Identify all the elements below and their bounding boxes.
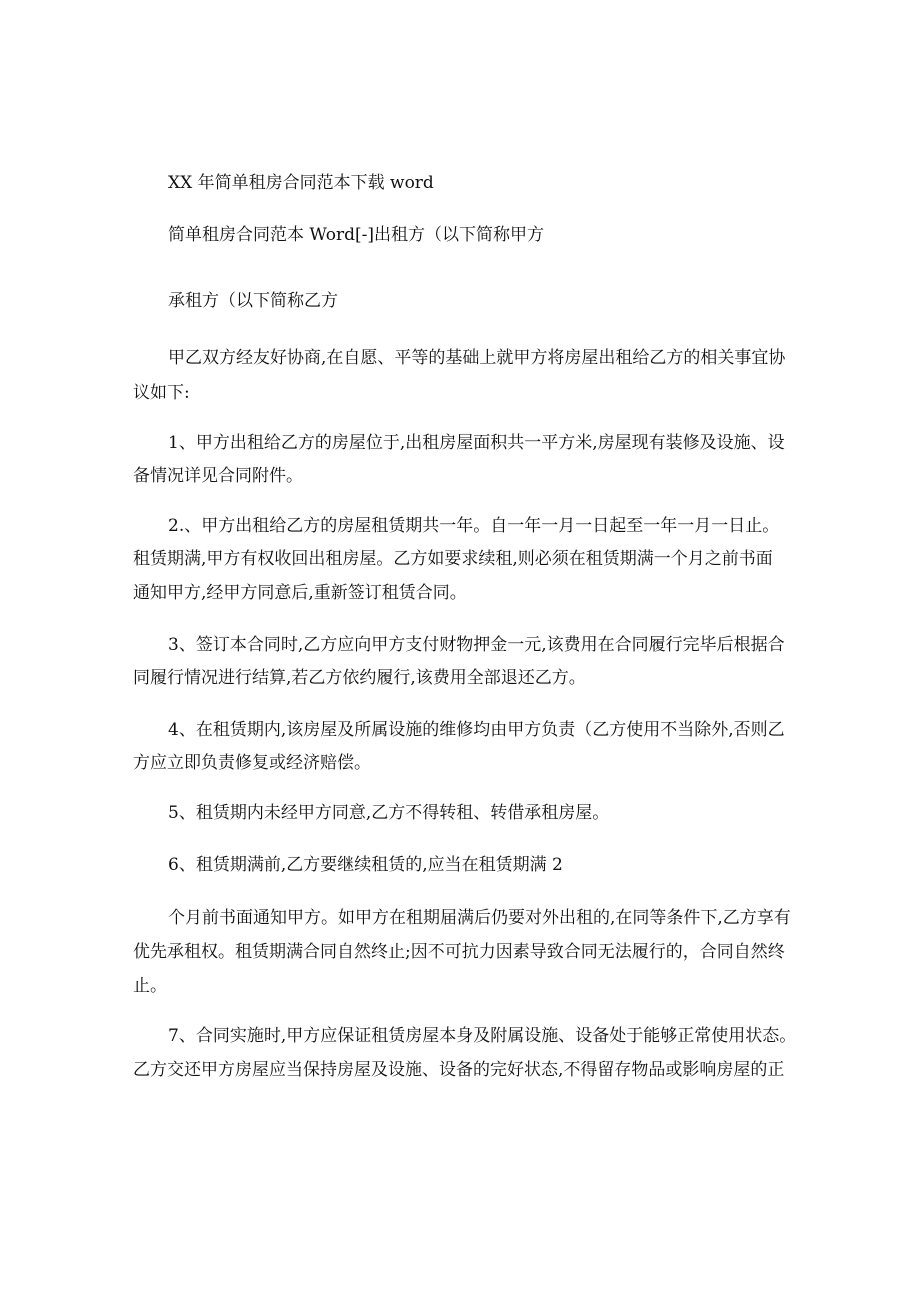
- clause-3-line: 同履行情况进行结算,若乙方依约履行,该费用全部退还乙方。: [133, 668, 586, 688]
- clause-6-cont-line: 个月前书面通知甲方。如甲方在租期届满后仍要对外出租的,在同等条件下,乙方享有: [168, 908, 791, 928]
- clause-7-line: 7、合同实施时,甲方应保证租赁房屋本身及附属设施、设备处于能够正常使用状态。: [168, 1026, 797, 1046]
- clause-6-cont-line: 优先承租权。租赁期满合同自然终止;因不可抗力因素导致合同无法履行的，合同自然终: [133, 942, 785, 962]
- document-subtitle: 简单租房合同范本 Word[-]出租方（以下简称甲方: [168, 225, 544, 245]
- clause-7-line: 乙方交还甲方房屋应当保持房屋及设施、设备的完好状态,不得留存物品或影响房屋的正: [133, 1060, 785, 1080]
- clause-2-line: 通知甲方,经甲方同意后,重新签订租赁合同。: [133, 583, 467, 603]
- intro-line: 甲乙双方经友好协商,在自愿、平等的基础上就甲方将房屋出租给乙方的相关事宜协: [168, 348, 786, 368]
- clause-5-line: 5、租赁期内未经甲方同意,乙方不得转租、转借承租房屋。: [168, 803, 610, 823]
- clause-1-line: 备情况详见合同附件。: [133, 466, 303, 486]
- clause-2-line: 租赁期满,甲方有权收回出租房屋。乙方如要求续租,则必须在租赁期满一个月之前书面: [133, 549, 773, 569]
- clause-4-line: 方应立即负责修复或经济赔偿。: [133, 753, 371, 773]
- clause-3-line: 3、签订本合同时,乙方应向甲方支付财物押金一元,该费用在合同履行完毕后根据合: [168, 635, 785, 655]
- clause-4-line: 4、在租赁期内,该房屋及所属设施的维修均由甲方负责（乙方使用不当除外,否则乙: [168, 720, 785, 740]
- clause-6-cont-line: 止。: [133, 976, 167, 996]
- clause-2-line: 2.、甲方出租给乙方的房屋租赁期共一年。自一年一月一日起至一年一月一日止。: [168, 516, 780, 536]
- intro-line: 议如下:: [133, 383, 190, 403]
- clause-1-line: 1、甲方出租给乙方的房屋位于,出租房屋面积共一平方米,房屋现有装修及设施、设: [168, 433, 785, 453]
- document-title: XX 年简单租房合同范本下载 word: [168, 173, 434, 193]
- lessee-line: 承租方（以下简称乙方: [168, 291, 338, 311]
- clause-6-line: 6、租赁期满前,乙方要继续租赁的,应当在租赁期满 2: [168, 855, 563, 875]
